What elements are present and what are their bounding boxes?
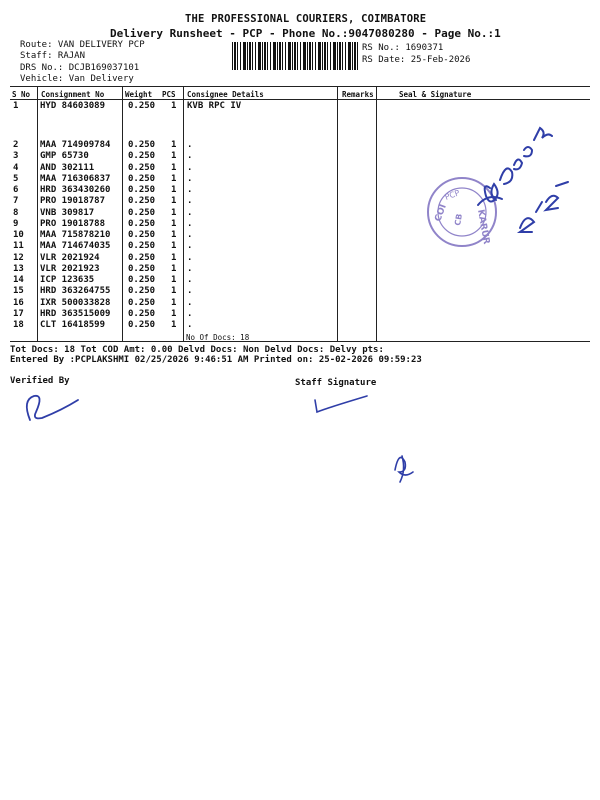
row-weight: 0.250 xyxy=(128,253,156,263)
row-consignment-no: HYD 84603089 xyxy=(40,101,106,111)
row-consignee-details: . xyxy=(187,151,193,161)
row-sno: 14 xyxy=(13,275,24,285)
row-consignee-details: . xyxy=(187,309,193,319)
row-consignment-no: HRD 363515009 xyxy=(40,309,111,319)
row-consignee-details: . xyxy=(187,298,193,308)
no-of-docs: No Of Docs: 18 xyxy=(186,333,250,342)
row-pcs: 1 xyxy=(171,309,177,319)
vehicle-label: Vehicle: Van Delivery xyxy=(20,74,134,84)
col-header-details: Consignee Details xyxy=(187,90,264,99)
row-pcs: 1 xyxy=(171,208,177,218)
svg-text:CB: CB xyxy=(453,212,465,227)
row-consignee-details: . xyxy=(187,286,193,296)
row-weight: 0.250 xyxy=(128,101,156,111)
row-pcs: 1 xyxy=(171,140,177,150)
row-consignment-no: MAA 714674035 xyxy=(40,241,111,251)
row-consignee-details: . xyxy=(187,275,193,285)
svg-text:COI: COI xyxy=(433,203,449,224)
row-weight: 0.250 xyxy=(128,151,156,161)
handwritten-time-date xyxy=(478,128,568,232)
row-pcs: 1 xyxy=(171,219,177,229)
row-weight: 0.250 xyxy=(128,219,156,229)
svg-text:KARUR: KARUR xyxy=(475,208,491,246)
row-consignment-no: MAA 716306837 xyxy=(40,174,111,184)
row-consignment-no: AND 302111 xyxy=(40,163,95,173)
row-consignment-no: GMP 65730 xyxy=(40,151,89,161)
drs-number: DRS No.: DCJB169037101 xyxy=(20,63,140,73)
row-consignee-details: . xyxy=(187,185,193,195)
verified-by-label: Verified By xyxy=(10,376,70,386)
row-consignee-details: . xyxy=(187,208,193,218)
row-sno: 15 xyxy=(13,286,24,296)
row-weight: 0.250 xyxy=(128,140,156,150)
row-consignee-details: . xyxy=(187,230,193,240)
col-header-remarks: Remarks xyxy=(342,90,374,99)
row-consignee-details: . xyxy=(187,163,193,173)
row-sno: 4 xyxy=(13,163,19,173)
row-sno: 17 xyxy=(13,309,24,319)
row-consignment-no: MAA 715878210 xyxy=(40,230,111,240)
round-stamp xyxy=(428,178,496,246)
row-consignee-details: . xyxy=(187,241,193,251)
row-consignment-no: PRO 19018788 xyxy=(40,219,106,229)
col-header-pcs: PCS xyxy=(162,90,176,99)
row-consignment-no: ICP 123635 xyxy=(40,275,95,285)
row-consignment-no: VLR 2021923 xyxy=(40,264,100,274)
row-sno: 7 xyxy=(13,196,19,206)
staff-signature xyxy=(315,396,413,482)
rs-number: RS No.: 1690371 xyxy=(362,43,444,53)
row-sno: 1 xyxy=(13,101,19,111)
company-name: THE PROFESSIONAL COURIERS, COIMBATORE xyxy=(185,13,427,25)
staff-label: Staff: RAJAN xyxy=(20,51,86,61)
route-label: Route: VAN DELIVERY PCP xyxy=(20,40,145,50)
row-pcs: 1 xyxy=(171,196,177,206)
verified-signature xyxy=(27,396,78,420)
row-consignment-no: VNB 309817 xyxy=(40,208,95,218)
row-sno: 5 xyxy=(13,174,19,184)
row-consignment-no: HRD 363264755 xyxy=(40,286,111,296)
row-sno: 12 xyxy=(13,253,24,263)
row-consignee-details: . xyxy=(187,140,193,150)
row-sno: 11 xyxy=(13,241,24,251)
row-consignment-no: VLR 2021924 xyxy=(40,253,100,263)
row-consignment-no: MAA 714909784 xyxy=(40,140,111,150)
row-weight: 0.250 xyxy=(128,309,156,319)
row-sno: 3 xyxy=(13,151,19,161)
col-header-weight: Weight xyxy=(125,90,153,99)
row-sno: 6 xyxy=(13,185,19,195)
row-sno: 13 xyxy=(13,264,24,274)
row-consignment-no: IXR 500033828 xyxy=(40,298,111,308)
row-weight: 0.250 xyxy=(128,320,156,330)
row-pcs: 1 xyxy=(171,174,177,184)
row-consignment-no: CLT 16418599 xyxy=(40,320,106,330)
row-weight: 0.250 xyxy=(128,208,156,218)
row-sno: 10 xyxy=(13,230,24,240)
totals-summary: Tot Docs: 18 Tot COD Amt: 0.00 Delvd Docs: Non Delvd Docs: Delvy pts: xyxy=(10,345,384,355)
col-header-seal: Seal & Signature xyxy=(399,90,472,99)
row-sno: 18 xyxy=(13,320,24,330)
row-pcs: 1 xyxy=(171,298,177,308)
staff-signature-label: Staff Signature xyxy=(295,378,377,388)
row-pcs: 1 xyxy=(171,151,177,161)
row-consignee-details: KVB RPC IV xyxy=(187,101,242,111)
col-header-sno: S No xyxy=(12,90,31,99)
runsheet-title: Delivery Runsheet - PCP - Phone No.:9047080280 - Page No.:1 xyxy=(110,27,501,40)
row-consignee-details: . xyxy=(187,264,193,274)
row-pcs: 1 xyxy=(171,163,177,173)
row-sno: 8 xyxy=(13,208,19,218)
svg-text:PCP: PCP xyxy=(443,188,461,202)
row-pcs: 1 xyxy=(171,230,177,240)
row-weight: 0.250 xyxy=(128,241,156,251)
row-sno: 9 xyxy=(13,219,19,229)
row-weight: 0.250 xyxy=(128,264,156,274)
row-weight: 0.250 xyxy=(128,185,156,195)
row-consignee-details: . xyxy=(187,196,193,206)
row-consignment-no: HRD 363430260 xyxy=(40,185,111,195)
row-pcs: 1 xyxy=(171,253,177,263)
entered-printed: Entered By :PCPLAKSHMI 02/25/2026 9:46:51 AM Printed on: 25-02-2026 09:59:23 xyxy=(10,355,422,365)
rs-date: RS Date: 25-Feb-2026 xyxy=(362,55,471,65)
row-weight: 0.250 xyxy=(128,163,156,173)
row-weight: 0.250 xyxy=(128,298,156,308)
row-sno: 2 xyxy=(13,140,19,150)
row-pcs: 1 xyxy=(171,264,177,274)
row-pcs: 1 xyxy=(171,101,177,111)
row-pcs: 1 xyxy=(171,241,177,251)
row-consignee-details: . xyxy=(187,219,193,229)
col-header-consignment: Consignment No xyxy=(41,90,105,99)
row-consignment-no: PRO 19018787 xyxy=(40,196,106,206)
row-consignee-details: . xyxy=(187,320,193,330)
row-weight: 0.250 xyxy=(128,230,156,240)
row-weight: 0.250 xyxy=(128,286,156,296)
row-consignee-details: . xyxy=(187,253,193,263)
row-weight: 0.250 xyxy=(128,174,156,184)
row-consignee-details: . xyxy=(187,174,193,184)
row-weight: 0.250 xyxy=(128,196,156,206)
row-pcs: 1 xyxy=(171,185,177,195)
row-sno: 16 xyxy=(13,298,24,308)
row-pcs: 1 xyxy=(171,320,177,330)
row-pcs: 1 xyxy=(171,275,177,285)
row-pcs: 1 xyxy=(171,286,177,296)
row-weight: 0.250 xyxy=(128,275,156,285)
